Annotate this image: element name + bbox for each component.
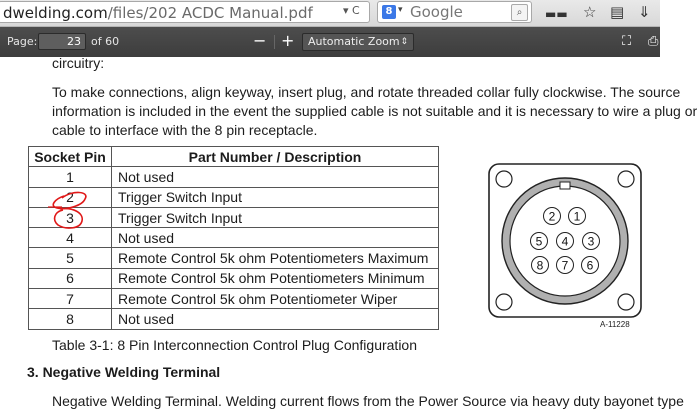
pin-cell: 2 [29, 187, 112, 207]
figure-id: A-11228 [600, 320, 630, 329]
search-bar[interactable] [377, 1, 532, 23]
table-row [29, 289, 439, 309]
search-input[interactable]: Google [410, 3, 463, 21]
reader-mode-icon[interactable]: ▬▬ [545, 7, 568, 21]
paragraph-line: Negative Welding Terminal. Welding current flows from the Power Source via heavy duty bayonet type [52, 393, 684, 409]
table-row [29, 248, 439, 268]
search-engine-icon[interactable]: 8 [382, 5, 396, 19]
table-header-row [29, 147, 439, 167]
url-bar[interactable] [0, 1, 370, 23]
paragraph-line: To make connections, align keyway, insert plug, and rotate threaded collar fully clockwise. The source [52, 84, 681, 100]
description-cell: Remote Control 5k ohm Potentiometer Wiper [112, 289, 439, 309]
page-number-input[interactable]: 23 [38, 33, 86, 50]
pin-label: 1 [573, 209, 581, 224]
instructions-paragraph [52, 83, 697, 140]
url-path: /files/202 ACDC Manual.pdf [107, 4, 313, 22]
pin-cell: 7 [29, 289, 112, 309]
paragraph-fragment: circuitry: [52, 55, 105, 71]
pin-cell: 4 [29, 228, 112, 248]
chevron-down-icon[interactable]: ▾ [398, 5, 403, 15]
description-cell: Not used [112, 167, 439, 187]
description-cell: Not used [112, 228, 439, 248]
description-cell: Not used [112, 309, 439, 329]
mounting-hole [618, 294, 634, 310]
mounting-hole [618, 171, 634, 187]
paragraph-line: cable to interface with the 8 pin receptacle. [52, 122, 318, 138]
description-cell: Remote Control 5k ohm Potentiometers Maximum [112, 248, 439, 268]
pin-label: 8 [536, 258, 544, 273]
search-go-icon[interactable]: ⌕ [511, 4, 528, 21]
pin-label: 7 [561, 258, 569, 273]
table-row [29, 268, 439, 288]
column-header-description: Part Number / Description [112, 147, 439, 167]
pin-label: 4 [561, 234, 569, 249]
description-cell: Trigger Switch Input [112, 187, 439, 207]
table-row [29, 309, 439, 329]
pin-cell: 5 [29, 248, 112, 268]
paragraph-line: information is included in the event the supplied cable is not suitable and it is necessary to wire a plug or [52, 103, 697, 119]
pin-label: 2 [548, 209, 556, 224]
pin-label: 6 [586, 258, 594, 273]
pin-configuration-table [28, 146, 439, 330]
table-row [29, 207, 439, 227]
page-count: of 60 [91, 35, 120, 48]
toolbar-divider [274, 35, 275, 49]
section-heading: 3. Negative Welding Terminal [27, 364, 221, 380]
bookmarks-menu-icon[interactable]: ▤ [610, 3, 625, 21]
mounting-hole [496, 171, 512, 187]
download-icon[interactable]: ⇓ [638, 3, 651, 21]
table-row [29, 187, 439, 207]
reload-icon[interactable]: ▾ C [343, 4, 360, 17]
presentation-mode-icon[interactable]: ⛶ [622, 34, 632, 49]
pin-cell: 1 [29, 167, 112, 187]
bookmark-star-icon[interactable]: ☆ [583, 3, 597, 21]
pin-label: 3 [587, 234, 595, 249]
pdf-toolbar [0, 27, 660, 57]
page-label: Page: [7, 35, 38, 48]
table-row [29, 167, 439, 187]
url-host: dwelding.com [3, 4, 108, 22]
pdf-page [0, 55, 697, 409]
zoom-select-value: Automatic Zoom [308, 35, 400, 48]
pin-cell: 6 [29, 268, 112, 288]
keyway [560, 182, 570, 189]
zoom-caret-icon: ⇕ [400, 37, 408, 47]
pin-label: 5 [535, 234, 543, 249]
zoom-out-button[interactable]: − [253, 31, 267, 50]
pin-cell: 3 [29, 207, 112, 227]
zoom-in-button[interactable]: + [281, 31, 295, 50]
description-cell: Remote Control 5k ohm Potentiometers Minimum [112, 268, 439, 288]
table-caption: Table 3-1: 8 Pin Interconnection Control Plug Configuration [52, 337, 417, 353]
connector-diagram [488, 163, 642, 319]
browser-nav-bar [0, 0, 660, 27]
description-cell: Trigger Switch Input [112, 207, 439, 227]
url-text[interactable] [3, 3, 313, 23]
zoom-select[interactable] [302, 33, 414, 51]
pin-cell: 8 [29, 309, 112, 329]
table-row [29, 228, 439, 248]
column-header-socket-pin: Socket Pin [29, 147, 112, 167]
mounting-hole [496, 294, 512, 310]
print-icon[interactable]: ⎙ [648, 34, 659, 49]
